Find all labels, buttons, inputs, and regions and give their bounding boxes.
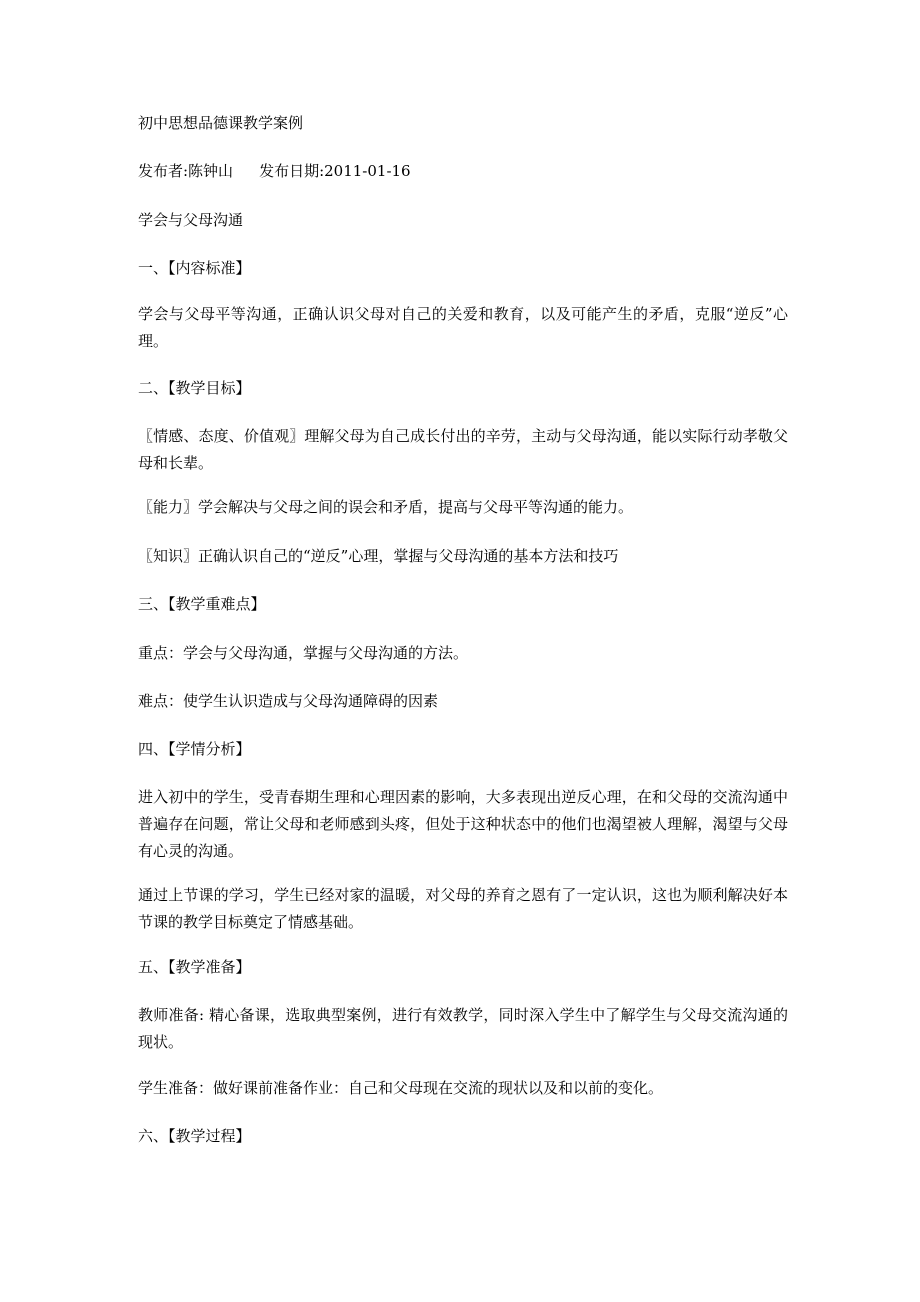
paragraph-teacher-preparation: 教师准备: 精心备课，选取典型案例，进行有效教学，同时深入学生中了解学生与父母交流沟通的现状。 bbox=[138, 1006, 788, 1051]
paragraph-student-analysis-2: 通过上节课的学习，学生已经对家的温暖，对父母的养育之恩有了一定认识，这也为顺利解决好本节课的教学目标奠定了情感基础。 bbox=[138, 886, 788, 931]
paragraph-difficult-point: 难点：使学生认识造成与父母沟通障碍的因素 bbox=[138, 692, 439, 710]
publish-meta bbox=[138, 158, 788, 185]
section-heading-key-points: 三、【教学重难点】 bbox=[138, 595, 266, 613]
section-heading-teaching-goals: 二、【教学目标】 bbox=[138, 379, 251, 397]
paragraph-student-preparation: 学生准备：做好课前准备作业：自己和父母现在交流的现状以及和以前的变化。 bbox=[138, 1079, 664, 1097]
paragraph-goal-ability: 〖能力〗学会解决与父母之间的误会和矛盾，提高与父母平等沟通的能力。 bbox=[138, 498, 634, 516]
paragraph-content-standard: 学会与父母平等沟通，正确认识父母对自己的关爱和教育，以及可能产生的矛盾，克服“逆反”心理。 bbox=[138, 305, 788, 350]
section-heading-preparation: 五、【教学准备】 bbox=[138, 958, 251, 976]
publish-date: 发布日期:2011-01-16 bbox=[259, 162, 411, 180]
paragraph-goal-emotion: 〖情感、态度、价值观〗理解父母为自己成长付出的辛劳，主动与父母沟通，能以实际行动孝敬父母和长辈。 bbox=[138, 427, 788, 472]
section-heading-student-analysis: 四、【学情分析】 bbox=[138, 740, 251, 758]
paragraph-student-analysis-1: 进入初中的学生，受青春期生理和心理因素的影响，大多表现出逆反心理，在和父母的交流沟通中普遍存在问题，常让父母和老师感到头疼，但处于这种状态中的他们也渴望被人理解，渴望与父母有心灵的沟通。 bbox=[138, 788, 788, 860]
paragraph-goal-knowledge: 〖知识〗正确认识自己的“逆反”心理，掌握与父母沟通的基本方法和技巧 bbox=[138, 547, 619, 565]
section-heading-content-standard: 一、【内容标准】 bbox=[138, 259, 251, 277]
paragraph-key-point: 重点：学会与父母沟通，掌握与父母沟通的方法。 bbox=[138, 644, 469, 662]
lesson-title: 学会与父母沟通 bbox=[138, 211, 244, 229]
document-title: 初中思想品德课教学案例 bbox=[138, 114, 304, 132]
publisher: 发布者:陈钟山 bbox=[138, 162, 234, 180]
section-heading-teaching-process: 六、【教学过程】 bbox=[138, 1127, 251, 1145]
